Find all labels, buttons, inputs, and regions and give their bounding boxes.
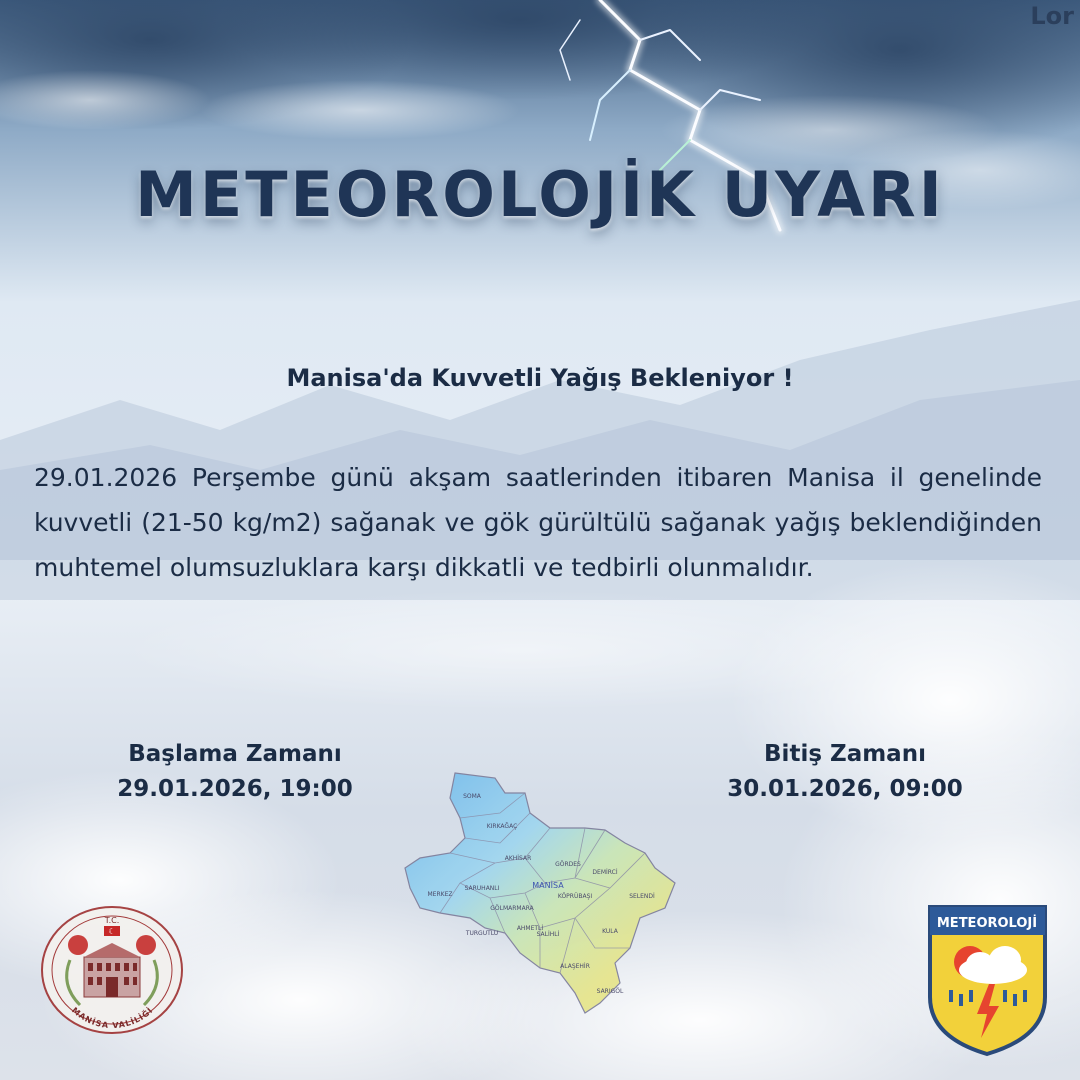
start-time-label: Başlama Zamanı [128, 741, 342, 767]
district-label: AKHİSAR [504, 855, 532, 862]
corner-text: Lor [1030, 2, 1074, 30]
district-label: SELENDİ [629, 893, 655, 900]
start-time-value: 29.01.2026, 19:00 [117, 776, 353, 802]
manisa-valiligi-seal [40, 905, 185, 1035]
page-title: METEOROLOJİK UYARI [135, 158, 945, 231]
district-label: TURGUTLU [465, 930, 499, 937]
end-time-label: Bitiş Zamanı [764, 741, 926, 767]
district-label: KULA [602, 928, 618, 935]
district-label: SOMA [463, 793, 481, 800]
end-time-value: 30.01.2026, 09:00 [727, 776, 963, 802]
district-label: MERKEZ [427, 891, 453, 898]
district-label: MANİSA [532, 881, 564, 890]
district-label: AHMETLİ [516, 925, 544, 932]
manisa-precipitation-map [400, 768, 685, 1018]
seal-top-text: T.C. [104, 916, 120, 925]
district-label: ALAŞEHİR [560, 963, 590, 970]
district-label: KÖPRÜBAŞI [557, 893, 593, 900]
district-label: KIRKAĞAÇ [486, 823, 518, 830]
district-label: SARUHANLI [464, 885, 500, 892]
district-label: SARIGÖL [596, 988, 624, 995]
district-label: DEMİRCİ [592, 869, 618, 876]
meteoroloji-logo [925, 902, 1050, 1057]
district-label: SALİHLİ [536, 931, 560, 938]
district-label: GÖRDES [555, 861, 581, 868]
district-label: GÖLMARMARA [490, 905, 534, 912]
start-time-block [100, 737, 370, 807]
meteoroloji-logo-text: METEOROLOJİ [936, 916, 1038, 931]
warning-body: 29.01.2026 Perşembe günü akşam saatlerinden itibaren Manisa il genelinde kuvvetli (21-50 kg/m2) sağanak ve gök gürültülü sağanak yağış beklendiğinden muhtemel olumsuzluklara karşı dikkatli ve tedbirli olunmalıdır. [34, 463, 1042, 582]
seal-ring-text: MANİSA VALİLİĞİ [70, 1005, 155, 1031]
flag-crescent-icon: ☾ [108, 927, 116, 936]
end-time-block [710, 737, 980, 807]
warning-headline: Manisa'da Kuvvetli Yağış Bekleniyor ! [286, 364, 794, 392]
